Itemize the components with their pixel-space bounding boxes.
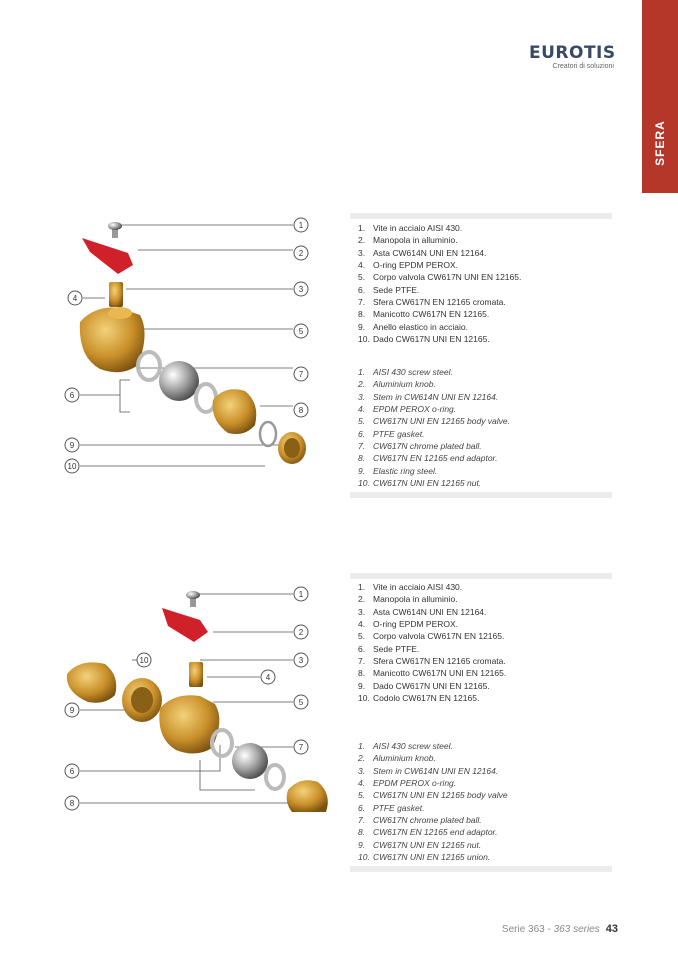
list-item-text: CW617N UNI EN 12165 nut. [373,478,482,489]
nut-icon [278,432,306,464]
list-item-text: CW617N EN 12165 end adaptor. [373,453,498,464]
list-number: 5. [358,631,366,642]
list-item-text: CW617N UNI EN 12165 nut. [373,839,482,850]
list-item-text: Stem in CW614N UNI EN 12164. [373,765,499,776]
top-english-parts-list [358,366,510,489]
part-item-en [358,802,508,814]
list-item-text: Vite in acciaio AISI 430. [373,582,463,592]
svg-text:8: 8 [69,799,75,808]
handle-icon [82,238,133,274]
svg-text:7: 7 [298,370,304,379]
callout-4 [68,291,82,305]
list-number: 4. [358,619,366,630]
list-item-text: Asta CW614N UNI EN 12164. [373,606,487,617]
elastic-ring-icon [260,422,276,446]
top-exploded-diagram [50,205,350,480]
list-item-text: Vite in acciaio AISI 430. [373,223,463,233]
list-item-text: CW617N UNI EN 12165 body valve. [373,416,511,427]
part-item-it [358,259,521,271]
list-item-text: Aluminium knob. [373,753,436,764]
list-item-text: Sfera CW617N EN 12165 cromata. [373,297,506,308]
union-icon [67,662,116,702]
ball-icon [159,361,199,401]
svg-text:10: 10 [139,656,149,665]
part-item-en [358,826,508,838]
list-number: 5. [358,790,366,801]
part-item-en [358,440,510,452]
callout-2 [294,625,308,639]
list-item-text: Anello elastico in acciaio. [373,321,468,332]
seat-icon [266,765,284,789]
list-number: 8. [358,309,366,320]
list-item-text: Manicotto CW617N UNI EN 12165. [373,668,507,679]
svg-text:6: 6 [69,767,75,776]
part-item-en [358,403,510,415]
list-number: 6. [358,643,366,654]
part-item-it [358,247,521,259]
list-item-text: Elastic ring steel. [373,465,438,476]
list-item-text: O-ring EPDM PEROX. [373,619,459,630]
list-item-text: Manopola in alluminio. [373,235,458,246]
part-item-en [358,366,510,378]
part-item-en [358,851,508,863]
part-item-it [358,321,521,333]
part-item-en [358,740,508,752]
list-number: 2. [358,379,366,390]
bottom-list-top-rule [350,573,612,579]
svg-text:7: 7 [298,743,304,752]
seat-icon [138,352,160,380]
list-number: 2. [358,753,366,764]
part-item-en [358,777,508,789]
list-item-text: Corpo valvola CW617N UNI EN 12165. [373,272,522,283]
list-number: 3. [358,391,366,402]
end-adaptor-icon [213,389,257,434]
section-tab-label: SFERA [653,120,667,166]
callout-3 [294,653,308,667]
callout-7 [294,367,308,381]
list-number: 3. [358,247,366,258]
svg-text:5: 5 [298,698,304,707]
list-item-text: Stem in CW614N UNI EN 12164. [373,391,499,402]
list-item-text: O-ring EPDM PEROX. [373,260,459,271]
svg-text:2: 2 [298,249,304,258]
list-number: 2. [358,594,366,605]
list-number: 7. [358,815,366,826]
list-number: 2. [358,235,366,246]
stem-icon [189,662,203,687]
list-item-text: PTFE gasket. [373,802,425,813]
svg-text:5: 5 [298,327,304,336]
list-number: 9. [358,321,366,332]
part-item-en [358,814,508,826]
callout-9 [65,703,79,717]
part-item-en [358,452,510,464]
footer-series-it: Serie 363 - [501,924,554,935]
callout-8 [65,796,79,810]
callout-10 [137,653,151,667]
list-item-text: CW617N UNI EN 12165 body valve [373,790,508,801]
part-item-it [358,667,506,679]
list-number: 4. [358,778,366,789]
svg-text:1: 1 [298,221,304,230]
callout-9 [65,438,79,452]
callout-8 [294,403,308,417]
part-item-en [358,789,508,801]
part-item-it [358,630,506,642]
part-item-it [358,593,506,605]
callout-1 [294,587,308,601]
callout-5 [294,695,308,709]
part-item-it [358,222,521,234]
svg-text:3: 3 [298,285,304,294]
bottom-exploded-diagram [50,580,350,815]
list-number: 3. [358,765,366,776]
part-item-it [358,655,506,667]
list-item-text: Codolo CW617N EN 12165. [373,693,480,704]
svg-text:6: 6 [69,391,75,400]
part-item-it [358,692,506,704]
brand-name: EUROTIS [529,43,616,63]
handle-icon [162,608,208,642]
list-item-text: CW617N EN 12165 end adaptor. [373,827,498,838]
list-item-text: Sede PTFE. [373,643,420,654]
part-item-it [358,606,506,618]
callout-4 [261,670,275,684]
nut-icon [122,678,162,722]
part-item-en [358,465,510,477]
list-item-text: Dado CW617N UNI EN 12165. [373,680,490,691]
part-item-en [358,391,510,403]
list-item-text: Dado CW617N UNI EN 12165. [373,334,490,345]
list-number: 6. [358,284,366,295]
part-item-en [358,415,510,427]
brand-tagline: Creatori di soluzioni [552,63,614,70]
list-number: 10. [358,852,370,863]
list-item-text: Manicotto CW617N EN 12165. [373,309,490,320]
callout-3 [294,282,308,296]
part-item-it [358,680,506,692]
list-item-text: CW617N chrome plated ball. [373,441,482,452]
svg-text:4: 4 [265,673,271,682]
footer-series-en: 363 series [553,924,600,935]
list-number: 9. [358,465,366,476]
part-item-it [358,333,521,345]
callout-6 [65,764,79,778]
list-number: 1. [358,582,366,592]
svg-text:4: 4 [72,294,78,303]
part-item-en [358,428,510,440]
part-item-it [358,271,521,283]
svg-text:3: 3 [298,656,304,665]
part-item-en [358,765,508,777]
valve-body-icon [80,307,145,372]
screw-icon [108,222,122,238]
top-italian-parts-list [358,222,521,345]
svg-text:9: 9 [69,706,75,715]
list-number: 10. [358,334,370,345]
list-number: 8. [358,668,366,679]
list-number: 10. [358,693,370,704]
list-item-text: EPDM PEROX o-ring. [373,778,457,789]
section-tab [642,0,678,193]
callout-1 [294,218,308,232]
list-number: 8. [358,453,366,464]
part-item-en [358,839,508,851]
part-item-it [358,234,521,246]
svg-text:10: 10 [67,462,77,471]
callout-6 [65,388,79,402]
part-item-it [358,643,506,655]
svg-text:2: 2 [298,628,304,637]
list-item-text: Corpo valvola CW617N EN 12165. [373,631,505,642]
brand-logo [529,44,614,70]
list-number: 10. [358,478,370,489]
list-item-text: AISI 430 screw steel. [373,367,453,377]
list-number: 8. [358,827,366,838]
callout-5 [294,324,308,338]
list-number: 1. [358,741,366,751]
list-number: 4. [358,404,366,415]
seat-icon [212,730,232,756]
list-number: 3. [358,606,366,617]
list-number: 9. [358,839,366,850]
list-number: 7. [358,297,366,308]
list-item-text: Sede PTFE. [373,284,420,295]
bottom-list-bottom-rule [350,866,612,872]
end-adaptor-icon [287,780,328,812]
list-item-text: AISI 430 screw steel. [373,741,453,751]
top-list-bottom-rule [350,492,612,498]
list-number: 5. [358,272,366,283]
svg-text:9: 9 [69,441,75,450]
part-item-it [358,618,506,630]
list-number: 1. [358,367,366,377]
ball-icon [232,743,268,779]
part-item-it [358,284,521,296]
list-number: 4. [358,260,366,271]
list-number: 5. [358,416,366,427]
list-number: 6. [358,802,366,813]
top-list-top-rule [350,213,612,219]
list-item-text: CW617N UNI EN 12165 union. [373,852,491,863]
list-item-text: CW617N chrome plated ball. [373,815,482,826]
callout-7 [294,740,308,754]
page-number: 43 [605,923,618,935]
page-footer [502,923,618,935]
list-item-text: PTFE gasket. [373,428,425,439]
list-item-text: Sfera CW617N EN 12165 cromata. [373,656,506,667]
svg-text:8: 8 [298,406,304,415]
bottom-italian-parts-list [358,581,506,704]
part-item-en [358,752,508,764]
bottom-english-parts-list [358,740,508,863]
callout-10 [65,459,79,473]
list-number: 1. [358,223,366,233]
list-number: 6. [358,428,366,439]
list-item-text: EPDM PEROX o-ring. [373,404,457,415]
list-item-text: Aluminium knob. [373,379,436,390]
part-item-it [358,296,521,308]
svg-text:1: 1 [298,590,304,599]
list-item-text: Manopola in alluminio. [373,594,458,605]
list-number: 9. [358,680,366,691]
part-item-it [358,581,506,593]
part-item-en [358,477,510,489]
part-item-en [358,378,510,390]
list-item-text: Asta CW614N UNI EN 12164. [373,247,487,258]
callout-2 [294,246,308,260]
part-item-it [358,308,521,320]
stem-icon [109,282,123,307]
screw-icon [186,591,200,607]
list-number: 7. [358,441,366,452]
list-number: 7. [358,656,366,667]
